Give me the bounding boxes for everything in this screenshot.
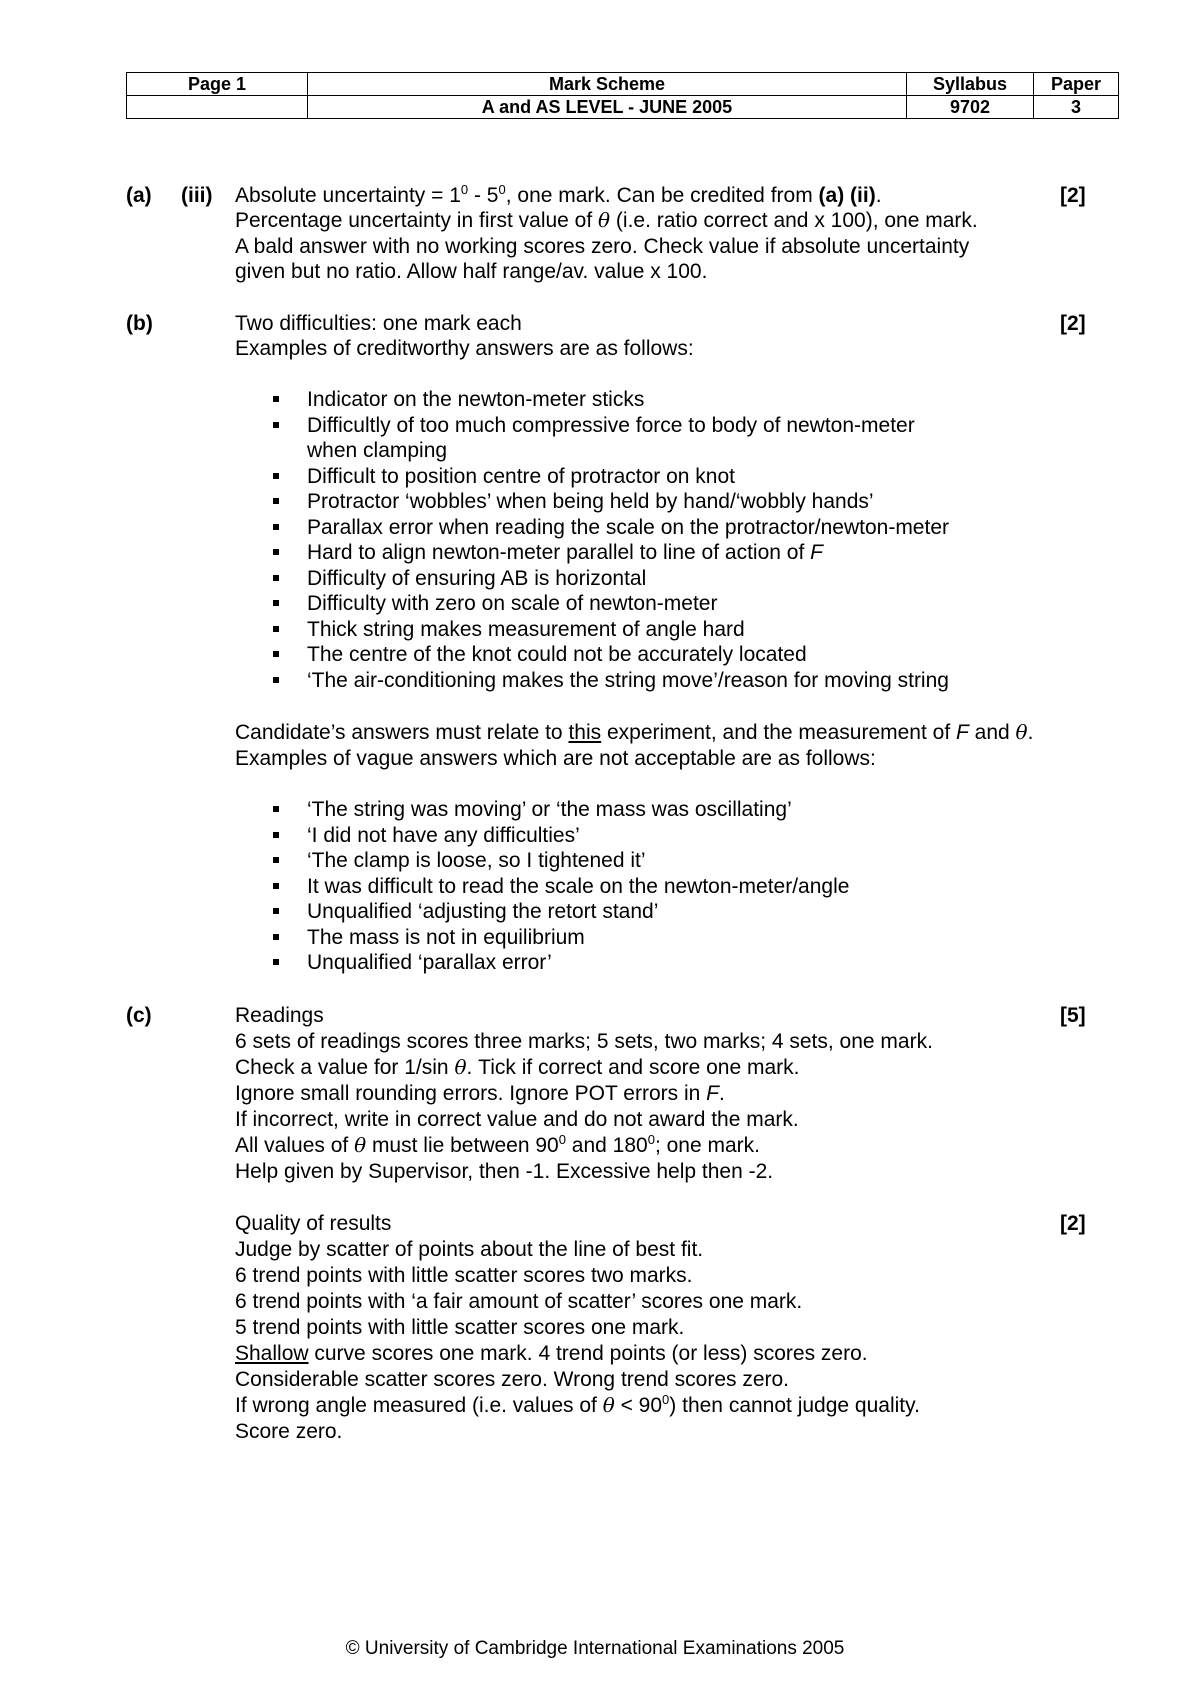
header-table (126, 72, 1119, 119)
text: If wrong angle measured (i.e. values of (235, 1394, 603, 1417)
text: when clamping (307, 439, 448, 462)
section-a-line-2 (235, 208, 978, 233)
quality-line-8: Score zero. (235, 1420, 343, 1443)
quality-heading: Quality of results (235, 1212, 392, 1235)
superscript: 0 (558, 1132, 566, 1147)
list-item: ‘The air-conditioning makes the string move’/reason for moving string (270, 668, 949, 694)
list-item (270, 540, 949, 566)
text: Percentage uncertainty in first value of (235, 209, 599, 232)
text: curve scores one mark. 4 trend points (or less) scores zero. (308, 1342, 868, 1365)
mark-scheme-heading: Mark Scheme (308, 73, 907, 96)
section-c-readings-mark: [5] (1060, 1004, 1086, 1027)
text: Candidate’s answers must relate to (235, 721, 569, 744)
text: experiment, and the measurement of (601, 721, 956, 744)
list-item: The mass is not in equilibrium (270, 925, 849, 951)
vague-answers-list (270, 797, 849, 976)
text: ) then cannot judge quality. (669, 1394, 920, 1417)
text: and 180 (565, 1134, 648, 1157)
readings-line-3 (235, 1081, 725, 1106)
readings-heading: Readings (235, 1004, 324, 1027)
text: ; one mark. (654, 1134, 760, 1157)
superscript: 0 (662, 1392, 670, 1407)
section-c-label: (c) (126, 1004, 152, 1027)
copyright-footer: © University of Cambridge International Examinations 2005 (345, 1638, 845, 1659)
list-item: ‘The clamp is loose, so I tightened it’ (270, 848, 849, 874)
text: . (875, 184, 882, 207)
section-a-label: (a) (126, 184, 152, 207)
section-a-line-4: given but no ratio. Allow half range/av. value x 100. (235, 260, 708, 283)
readings-line-2 (235, 1055, 800, 1080)
quality-line-2: 6 trend points with little scatter scores two marks. (235, 1264, 693, 1287)
level-title: A and AS LEVEL - JUNE 2005 (308, 96, 907, 119)
list-item: Protractor ‘wobbles’ when being held by hand/‘wobbly hands’ (270, 489, 949, 515)
list-item: It was difficult to read the scale on the newton-meter/angle (270, 874, 849, 900)
theta-symbol: θ (602, 1393, 615, 1417)
section-c-quality-mark: [2] (1060, 1212, 1086, 1235)
text: . (1027, 721, 1034, 744)
text: Absolute uncertainty = 1 (235, 184, 461, 207)
text: All values of (235, 1134, 355, 1157)
quality-line-6: Considerable scatter scores zero. Wrong trend scores zero. (235, 1368, 790, 1391)
syllabus-heading: Syllabus (907, 73, 1034, 96)
quality-line-5 (235, 1341, 868, 1366)
italic-variable: F (810, 541, 823, 564)
text: - 5 (468, 184, 499, 207)
section-a-line-1 (235, 183, 882, 208)
list-item: Parallax error when reading the scale on the protractor/newton-meter (270, 515, 949, 541)
section-a-mark: [2] (1060, 184, 1086, 207)
readings-line-4: If incorrect, write in correct value and do not award the mark. (235, 1108, 799, 1131)
text: Check a value for 1/sin (235, 1056, 455, 1079)
list-item: Difficulty with zero on scale of newton-meter (270, 591, 949, 617)
superscript: 0 (460, 182, 469, 197)
readings-line-5 (235, 1133, 760, 1158)
text: . Tick if correct and score one mark. (466, 1056, 800, 1079)
readings-line-1: 6 sets of readings scores three marks; 5 sets, two marks; 4 sets, one mark. (235, 1030, 933, 1053)
section-b-line-2: Examples of creditworthy answers are as follows: (235, 337, 694, 360)
paper-number: 3 (1034, 96, 1119, 119)
page-number: Page 1 (127, 73, 308, 96)
italic-variable: F (706, 1082, 719, 1105)
theta-symbol: θ (454, 1055, 467, 1079)
list-item: ‘I did not have any difficulties’ (270, 823, 849, 849)
text: must lie between 90 (366, 1134, 559, 1157)
readings-line-6: Help given by Supervisor, then -1. Excessive help then -2. (235, 1160, 774, 1183)
quality-line-4: 5 trend points with little scatter scores one mark. (235, 1316, 685, 1339)
list-item: The centre of the knot could not be accurately located (270, 642, 949, 668)
text: . (718, 1082, 725, 1105)
theta-symbol: θ (1015, 720, 1028, 744)
text: , one mark. Can be credited from (505, 184, 819, 207)
quality-line-1: Judge by scatter of points about the line of best fit. (235, 1238, 704, 1261)
section-a-line-3: A bald answer with no working scores zero. Check value if absolute uncertainty (235, 235, 970, 258)
list-item: Thick string makes measurement of angle hard (270, 617, 949, 643)
text: (i.e. ratio correct and x 100), one mark. (610, 209, 978, 232)
list-item (270, 413, 949, 464)
section-b-line-1: Two difficulties: one mark each (235, 312, 522, 335)
underlined-text: Shallow (235, 1342, 309, 1365)
section-b-criteria-line-1 (235, 720, 1033, 745)
section-a-sub-label: (iii) (181, 184, 213, 207)
list-item: Difficulty of ensuring AB is horizontal (270, 566, 949, 592)
section-b-criteria-line-2: Examples of vague answers which are not acceptable are as follows: (235, 747, 876, 770)
text: Difficultly of too much compressive force to body of newton-meter (307, 413, 915, 437)
list-item: Unqualified ‘parallax error’ (270, 950, 849, 976)
theta-symbol: θ (354, 1133, 367, 1157)
text: < 90 (614, 1394, 663, 1417)
underlined-text: this (568, 721, 602, 744)
theta-symbol: θ (598, 208, 611, 232)
superscript: 0 (498, 182, 506, 197)
section-b-label: (b) (126, 312, 153, 335)
text: Hard to align newton-meter parallel to line of action of (307, 541, 811, 564)
text: Ignore small rounding errors. Ignore POT errors in (235, 1082, 707, 1105)
creditworthy-list (270, 387, 949, 693)
list-item: Unqualified ‘adjusting the retort stand’ (270, 899, 849, 925)
section-b-mark: [2] (1060, 312, 1086, 335)
empty-cell (127, 96, 308, 119)
text: and (968, 721, 1016, 744)
list-item: Indicator on the newton-meter sticks (270, 387, 949, 413)
superscript: 0 (647, 1132, 655, 1147)
paper-heading: Paper (1034, 73, 1119, 96)
quality-line-7 (235, 1393, 920, 1418)
list-item: Difficult to position centre of protractor on knot (270, 464, 949, 490)
list-item: ‘The string was moving’ or ‘the mass was oscillating’ (270, 797, 849, 823)
quality-line-3: 6 trend points with ‘a fair amount of scatter’ scores one mark. (235, 1290, 803, 1313)
syllabus-code: 9702 (907, 96, 1034, 119)
bold-reference: (a) (ii) (818, 184, 876, 207)
italic-variable: F (956, 721, 969, 744)
